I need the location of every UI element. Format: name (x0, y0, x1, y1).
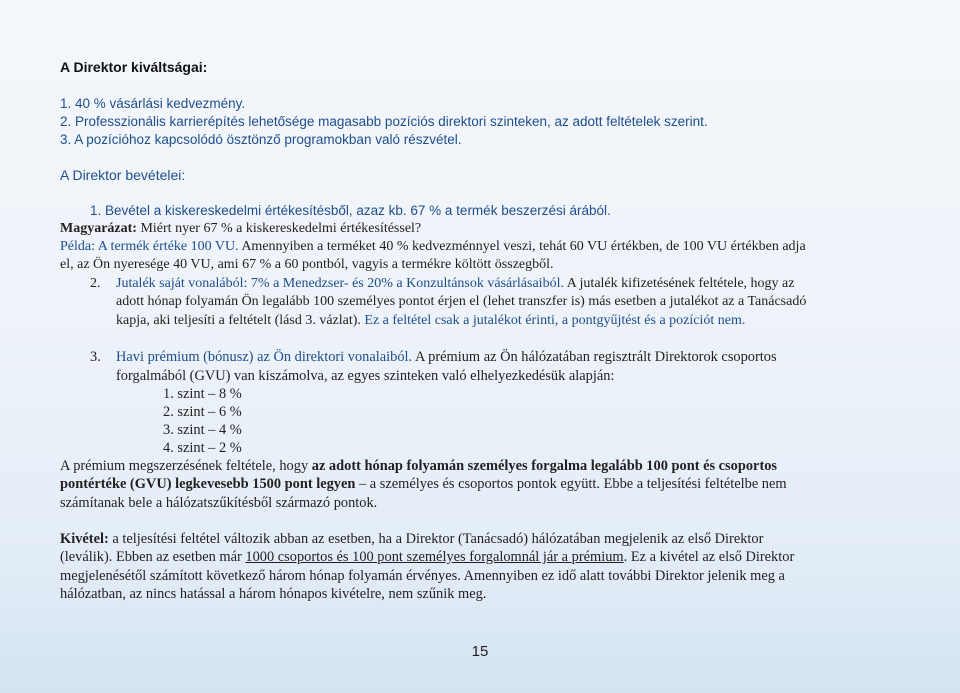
page-number: 15 (471, 643, 489, 660)
income-item-2-line-1 (116, 276, 794, 292)
premium-condition-bold-2: pontértéke (GVU) legkevesebb 1500 pont legyen (60, 476, 356, 492)
premium-condition-rest: – a személyes és csoportos pontok együtt. Ebbe a teljesítési feltételbe nem (355, 476, 787, 492)
premium-text: Havi prémium (bónusz) az Ön direktori vonalaiból. (116, 349, 413, 365)
premium-level-4: 4. szint – 2 % (163, 440, 242, 456)
commission-text: Jutalék saját vonalából: 7% a Menedzser- és 20% a Konzultánsok vásárlásaiból. (116, 276, 564, 291)
exception-line-1 (60, 531, 763, 548)
income-item-2-number: 2. (90, 276, 101, 291)
exception-text-2a: (leválik). Ebben az esetben már (60, 549, 246, 565)
income-item-3-line-1 (116, 349, 777, 366)
example-line-2: el, az Ön nyeresége 40 VU, ami 67 % a 60 pontból, vagyis a termékre költött összegből. (60, 257, 554, 272)
exception-text-2b: . Ez a kivétel az első Direktor (623, 549, 795, 565)
income-heading: A Direktor bevételei: (60, 167, 186, 183)
exception-line-3: megjelenésétől számított következő három hónap folyamán érvényes. Amennyiben ez idő alatt további Direktor jelenik meg a (60, 568, 785, 584)
example-label: Példa: A termék értéke 100 VU. (60, 239, 239, 254)
privilege-item-3: 3. A pozícióhoz kapcsolódó ösztönző programokban való részvétel. (60, 132, 462, 147)
premium-level-3: 3. szint – 4 % (163, 422, 242, 438)
income-item-2-line-3 (116, 313, 745, 329)
exception-line-4: hálózatban, az nincs hatással a három hónapos kivételre, nem szűnik meg. (60, 586, 487, 602)
explanation-text: Miért nyer 67 % a kiskereskedelmi értékesítéssel? (136, 221, 422, 236)
income-item-3-line-2: forgalmából (GVU) van kiszámolva, az egyes szinteken való elhelyezkedésük alapján: (116, 368, 615, 384)
premium-condition-bold-1: az adott hónap folyamán személyes forgalma legalább 100 pont és csoportos (311, 458, 778, 474)
commission-condition: A jutalék kifizetésének feltétele, hogy az (563, 276, 795, 291)
premium-condition-line-2 (60, 476, 787, 493)
income-item-1: 1. Bevétel a kiskereskedelmi értékesítésből, azaz kb. 67 % a termék beszerzési árából. (90, 203, 611, 218)
privileges-heading: A Direktor kiváltságai: (60, 59, 208, 75)
example-line-1 (60, 239, 900, 255)
income-item-2-line-2: adott hónap folyamán Ön legalább 100 személyes pontot érjen el (lehet transzfer is) más esetben a jutalékot az a Tanácsadó (116, 294, 807, 309)
example-text-1: Amennyiben a terméket 40 % kedvezménnyel veszi, tehát 60 VU értékben, de 100 VU értékben adja (238, 239, 806, 254)
premium-level-2: 2. szint – 6 % (163, 404, 242, 420)
explanation-label: Magyarázat: (60, 221, 137, 236)
income-item-3-number: 3. (90, 349, 101, 365)
exception-label: Kivétel: (60, 531, 109, 547)
commission-line-3a: kapja, aki teljesíti a feltételt (lásd 3. vázlat). (116, 313, 361, 328)
premium-text-rest: A prémium az Ön hálózatában regisztrált Direktorok csoportos (412, 349, 777, 365)
premium-condition-line-3: számítanak bele a hálózatszűkítésből származó pontok. (60, 495, 378, 511)
exception-text-1: a teljesítési feltétel változik abban az esetben, ha a Direktor (Tanácsadó) hálózatában megjelenik az első Direktor (108, 531, 764, 547)
exception-underlined: 1000 csoportos és 100 pont személyes forgalomnál jár a prémium (245, 549, 624, 565)
premium-condition-intro: A prémium megszerzésének feltétele, hogy (60, 458, 312, 474)
premium-level-1: 1. szint – 8 % (163, 386, 242, 402)
commission-line-3b: Ez a feltétel csak a jutalékot érinti, a pontgyűjtést és a pozíciót nem. (360, 313, 746, 328)
premium-condition-line-1 (60, 458, 777, 475)
explanation-line (60, 221, 421, 237)
privilege-item-2: 2. Professzionális karrierépítés lehetősége magasabb pozíciós direktori szinteken, az adott feltételek szerint. (60, 114, 708, 129)
premium-levels-list (163, 385, 242, 457)
exception-line-2 (60, 549, 794, 566)
privilege-item-1: 1. 40 % vásárlási kedvezmény. (60, 96, 246, 111)
